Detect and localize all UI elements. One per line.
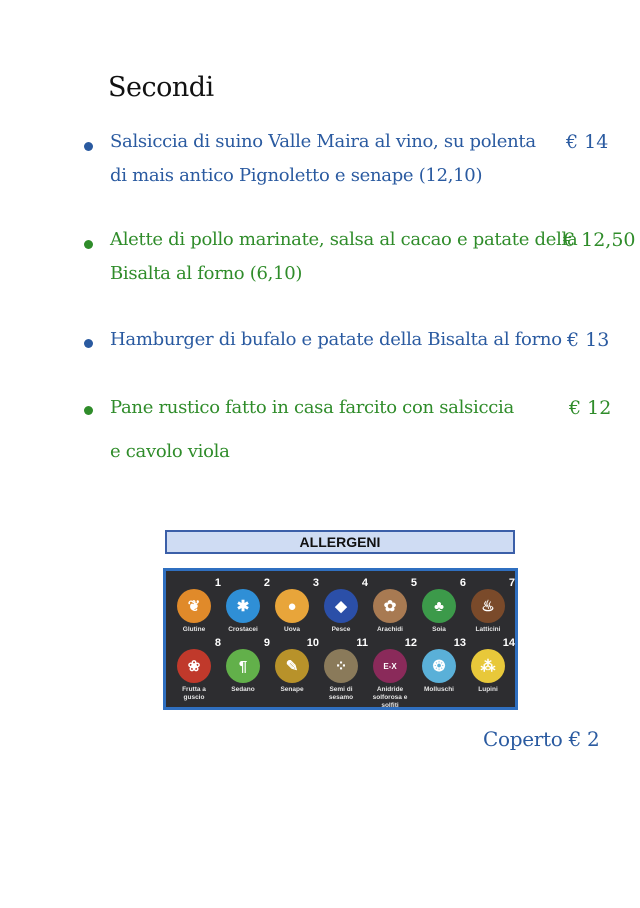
- allergen-label: Lupini: [478, 686, 498, 693]
- allergen-glutine: [172, 577, 221, 634]
- allergen-arachidi: [368, 577, 417, 634]
- allergen-label: Crostacei: [228, 626, 258, 633]
- item-price: € 12: [569, 397, 612, 419]
- item-price: € 13: [567, 329, 610, 351]
- allergen-label: Molluschi: [424, 686, 454, 693]
- egg-icon: ● 3: [275, 589, 309, 623]
- wheat-icon: ❦ 1: [177, 589, 211, 623]
- allergen-label: Glutine: [182, 626, 206, 633]
- item-line: Pane rustico fatto in casa farcito con salsiccia: [110, 397, 514, 418]
- allergen-latticini: [466, 577, 515, 634]
- item-line: Hamburger di bufalo e patate della Bisalta al forno: [110, 329, 562, 350]
- allergen-sedano: [221, 637, 270, 694]
- allergen-molluschi: [417, 637, 466, 694]
- item-line: Bisalta al forno (6,10): [110, 263, 303, 284]
- item-price: € 14: [566, 131, 609, 153]
- bullet: [84, 142, 93, 151]
- mustard-icon: ✎ 10: [275, 649, 309, 683]
- fish-icon: ◆ 4: [324, 589, 358, 623]
- nut-icon: ❀ 8: [177, 649, 211, 683]
- allergen-lupini: [466, 637, 515, 694]
- allergen-label: Uova: [284, 626, 300, 633]
- lupin-icon: ⁂ 14: [471, 649, 505, 683]
- item-line: Salsiccia di suino Valle Maira al vino, su polenta: [110, 131, 536, 152]
- allergen-solfiti: [368, 637, 417, 710]
- allergen-soia: [417, 577, 466, 634]
- bullet: [84, 339, 93, 348]
- allergen-label: Soia: [432, 626, 446, 633]
- shell-icon: ❂ 13: [422, 649, 456, 683]
- allergens-title: ALLERGENI: [165, 530, 515, 554]
- allergen-label: Senape: [280, 686, 304, 693]
- bullet: [84, 240, 93, 249]
- peanut-icon: ✿ 5: [373, 589, 407, 623]
- crab-icon: ✱ 2: [226, 589, 260, 623]
- allergen-frutta-a-guscio: [172, 637, 221, 702]
- soy-icon: ♣ 6: [422, 589, 456, 623]
- allergen-label: Semi di sesamo: [328, 686, 354, 701]
- allergen-uova: [270, 577, 319, 634]
- item-line: di mais antico Pignoletto e senape (12,10): [110, 165, 483, 186]
- allergen-label: Frutta a guscio: [182, 686, 206, 701]
- item-price: € 12,50: [563, 229, 636, 251]
- bullet: [84, 406, 93, 415]
- milk-jug-icon: ♨ 7: [471, 589, 505, 623]
- allergen-label: Pesce: [331, 626, 351, 633]
- sesame-icon: ⁘ 11: [324, 649, 358, 683]
- allergens-panel: [163, 568, 518, 710]
- allergen-label: Sedano: [231, 686, 255, 693]
- allergen-label: Anidride solforosa e solfiti: [372, 686, 408, 709]
- item-line: e cavolo viola: [110, 441, 230, 462]
- allergen-label: Latticini: [475, 626, 501, 633]
- allergen-sesamo: [319, 637, 368, 702]
- allergen-pesce: [319, 577, 368, 634]
- allergen-senape: [270, 637, 319, 694]
- sulfite-icon: E-X 12: [373, 649, 407, 683]
- coperto: Coperto € 2: [483, 727, 600, 751]
- item-line: Alette di pollo marinate, salsa al cacao e patate della: [110, 229, 578, 250]
- celery-icon: ¶ 9: [226, 649, 260, 683]
- allergen-crostacei: [221, 577, 270, 634]
- section-title: Secondi: [108, 72, 214, 103]
- allergen-label: Arachidi: [376, 626, 403, 633]
